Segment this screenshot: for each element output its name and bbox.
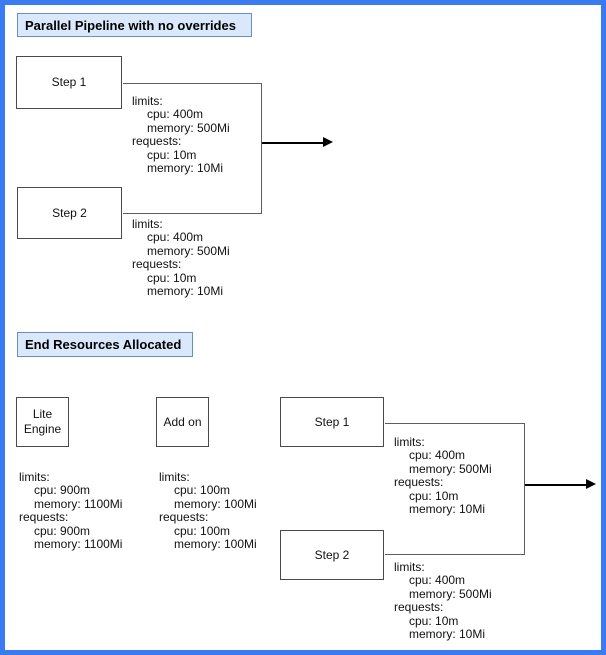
addon-resources bbox=[159, 471, 257, 551]
resource-line: limits: bbox=[394, 560, 425, 574]
end-resources-section-title-label: End Resources Allocated bbox=[25, 337, 182, 352]
resource-line: cpu: 900m bbox=[34, 483, 91, 498]
resource-line: cpu: 100m bbox=[174, 483, 231, 498]
pipeline-section-title-label: Parallel Pipeline with no overrides bbox=[25, 17, 236, 33]
arrowhead-right-icon bbox=[323, 137, 333, 147]
pipeline-section-title bbox=[17, 13, 252, 37]
lite-engine-box bbox=[16, 397, 69, 447]
resource-line: requests: bbox=[132, 134, 182, 149]
end-step2-label: Step 2 bbox=[314, 547, 350, 562]
resource-line: cpu: 10m bbox=[147, 147, 197, 162]
resource-line: memory: 1100Mi bbox=[34, 496, 123, 511]
resource-line: limits: bbox=[19, 470, 50, 484]
resource-line: memory: 500Mi bbox=[409, 461, 492, 476]
resource-line: cpu: 10m bbox=[409, 488, 459, 503]
resource-line: cpu: 400m bbox=[409, 448, 466, 463]
resource-line: cpu: 100m bbox=[174, 523, 231, 538]
resource-line: memory: 500Mi bbox=[147, 120, 230, 135]
resource-line: limits: bbox=[394, 435, 425, 449]
addon-label: Add on bbox=[163, 414, 202, 429]
resource-line: requests: bbox=[394, 600, 444, 615]
resource-line: limits: bbox=[132, 217, 163, 231]
resource-line: memory: 10Mi bbox=[409, 627, 486, 642]
resource-line: memory: 500Mi bbox=[147, 243, 230, 258]
resource-line: memory: 100Mi bbox=[174, 496, 257, 511]
resource-line: requests: bbox=[394, 475, 444, 490]
resource-line: memory: 500Mi bbox=[409, 586, 492, 601]
end-step2-box bbox=[280, 530, 384, 580]
resource-line: requests: bbox=[132, 257, 182, 272]
pipeline-step1-box bbox=[16, 56, 122, 109]
resource-line: cpu: 400m bbox=[409, 573, 466, 588]
resource-line: memory: 10Mi bbox=[147, 284, 224, 299]
pipeline-step1-resources bbox=[132, 95, 230, 175]
pipeline-step1-label: Step 1 bbox=[51, 75, 87, 89]
end-step2-resources bbox=[394, 561, 492, 641]
pipeline-step2-resources bbox=[132, 218, 230, 298]
resource-line: memory: 1100Mi bbox=[34, 537, 123, 552]
addon-box bbox=[156, 397, 209, 447]
resource-line: memory: 10Mi bbox=[409, 502, 486, 517]
end-resources-section-title bbox=[17, 332, 193, 357]
resource-line: limits: bbox=[159, 470, 190, 484]
pipeline-step2-box bbox=[17, 187, 122, 239]
resource-line: cpu: 400m bbox=[147, 230, 204, 245]
end-step1-label: Step 1 bbox=[314, 414, 350, 429]
resource-line: cpu: 900m bbox=[34, 523, 91, 538]
resource-line: cpu: 10m bbox=[409, 613, 459, 628]
resource-line: cpu: 400m bbox=[147, 107, 204, 122]
pipeline-output-arrow bbox=[262, 142, 324, 144]
pipeline-step2-label: Step 2 bbox=[52, 205, 87, 220]
resource-line: memory: 10Mi bbox=[147, 161, 224, 176]
lite-engine-resources bbox=[19, 471, 122, 551]
end-step1-resources bbox=[394, 436, 492, 516]
resource-line: requests: bbox=[159, 510, 209, 525]
lite-engine-label-line2: Engine bbox=[23, 422, 62, 436]
resource-line: limits: bbox=[132, 94, 163, 108]
resource-line: requests: bbox=[19, 510, 69, 525]
resource-line: cpu: 10m bbox=[147, 270, 197, 285]
resource-line: memory: 100Mi bbox=[174, 537, 257, 552]
end-output-arrow bbox=[525, 484, 587, 486]
arrowhead-right-icon bbox=[586, 479, 596, 489]
end-step1-box bbox=[280, 397, 384, 447]
lite-engine-label-line1: Lite bbox=[32, 407, 53, 421]
